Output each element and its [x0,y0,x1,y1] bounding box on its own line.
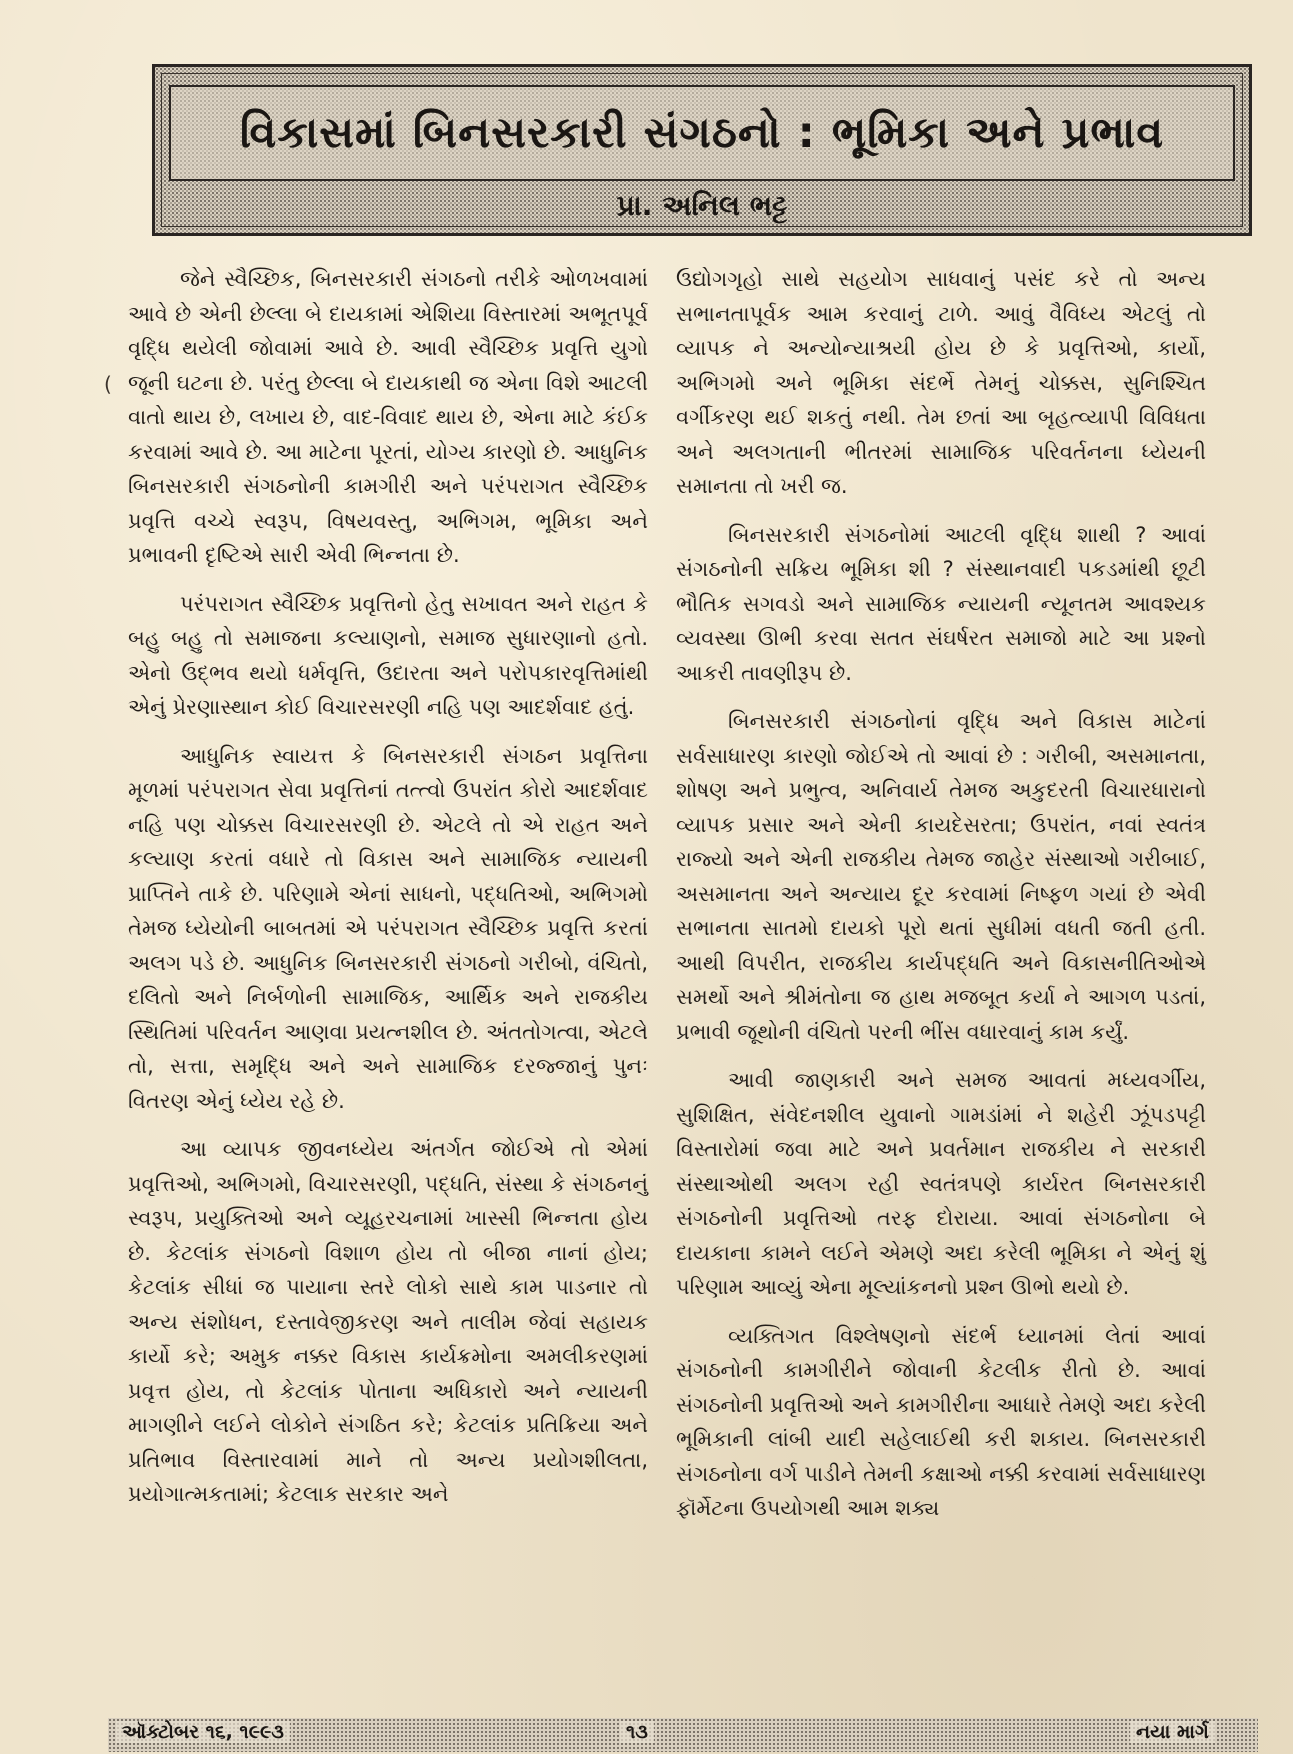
article-title: વિકાસમાં બિનસરકારી સંગઠનો : ભૂમિકા અને પ્રભાવ [239,108,1165,158]
left-column [128,262,648,1526]
margin-mark: ( [104,372,112,396]
page-number: ૧૩ [620,1721,654,1743]
paragraph: જેને સ્વૈચ્છિક, બિનસરકારી સંગઠનો તરીકે ઓળખવામાં આવે છે એની છેલ્લા બે દાયકામાં એશિયા વિસ્તારમાં અભૂતપૂર્વ વૃદ્ધિ થયેલી જોવામાં આવે છે. આવી સ્વૈચ્છિક પ્રવૃત્તિ યુગો જૂની ઘટના છે. પરંતુ છેલ્લા બે દાયકાથી જ એના વિશે આટલી વાતો થાય છે, લખાય છે, વાદ-વિવાદ થાય છે, એના માટે કંઈક કરવામાં આવે છે. આ માટેના પૂરતાં, યોગ્ય કારણો છે. આધુનિક બિનસરકારી સંગઠનોની કામગીરી અને પરંપરાગત સ્વૈચ્છિક પ્રવૃત્તિ વચ્ચે સ્વરૂપ, વિષયવસ્તુ, અભિગમ, ભૂમિકા અને પ્રભાવની દૃષ્ટિએ સારી એવી ભિન્નતા છે. [128,267,648,567]
paragraph: આવી જાણકારી અને સમજ આવતાં મધ્યવર્ગીય, સુશિક્ષિત, સંવેદનશીલ યુવાનો ગામડાંમાં ને શહેરી ઝૂંપડપટ્ટી વિસ્તારોમાં જવા માટે અને પ્રવર્તમાન રાજકીય ને સરકારી સંસ્થાઓથી અલગ રહી સ્વતંત્રપણે કાર્યરત બિનસરકારી સંગઠનોની પ્રવૃત્તિઓ તરફ દોરાયા. આવાં સંગઠનોના બે દાયકાના કામને લઈને એમણે અદા કરેલી ભૂમિકા ને એનું શું પરિણામ આવ્યું એના મૂલ્યાંકનનો પ્રશ્ન ઊભો થયો છે. [676,1068,1206,1299]
article-author: પ્રા. અનિલ ભટ્ટ [616,189,788,222]
title-box [152,64,1252,236]
paragraph: ઉદ્યોગગૃહો સાથે સહયોગ સાધવાનું પસંદ કરે તો અન્ય સભાનતાપૂર્વક આમ કરવાનું ટાળે. આવું વૈવિધ્ય એટલું તો વ્યાપક ને અન્યોન્યાશ્રયી હોય છે કે પ્રવૃત્તિઓ, કાર્યો, અભિગમો અને ભૂમિકા સંદર્ભે તેમનું ચોક્કસ, સુનિશ્ચિત વર્ગીકરણ થઈ શકતું નથી. તેમ છતાં આ બૃહત્વ્યાપી વિવિધતા અને અલગતાની ભીતરમાં સામાજિક પરિવર્તનના ધ્યેયની સમાનતા તો ખરી જ. [676,267,1206,498]
paragraph: બિનસરકારી સંગઠનોમાં આટલી વૃદ્ધિ શાથી ? આવાં સંગઠનોની સક્રિય ભૂમિકા શી ? સંસ્થાનવાદી પકડમાંથી છૂટી ભૌતિક સગવડો અને સામાજિક ન્યાયની ન્યૂનતમ આવશ્યક વ્યવસ્થા ઊભી કરવા સતત સંઘર્ષરત સમાજો માટે આ પ્રશ્નો આકરી તાવણીરૂપ છે. [676,522,1206,685]
right-column [676,262,1206,1540]
paragraph: વ્યક્તિગત વિશ્લેષણનો સંદર્ભ ધ્યાનમાં લેતાં આવાં સંગઠનોની કામગીરીને જોવાની કેટલીક રીતો છે. આવાં સંગઠનોની પ્રવૃત્તિઓ અને કામગીરીના આધારે તેમણે અદા કરેલી ભૂમિકાની લાંબી યાદી સહેલાઈથી કરી શકાય. બિનસરકારી સંગઠનોના વર્ગ પાડીને તેમની કક્ષાઓ નક્કી કરવામાં સર્વસાધારણ ફૉર્મેટના ઉપયોગથી આમ શક્ય [676,1323,1206,1520]
title-plate [169,85,1235,181]
journal-name: નયા માર્ગ [1130,1721,1215,1743]
paragraph: આ વ્યાપક જીવનધ્યેય અંતર્ગત જોઈએ તો એમાં પ્રવૃત્તિઓ, અભિગમો, વિચારસરણી, પદ્ધતિ, સંસ્થા કે સંગઠનનું સ્વરૂપ, પ્રયુક્તિઓ અને વ્યૂહરચનામાં ખાસ્સી ભિન્નતા હોય છે. કેટલાંક સંગઠનો વિશાળ હોય તો બીજા નાનાં હોય; કેટલાંક સીધાં જ પાયાના સ્તરે લોકો સાથે કામ પાડનાર તો અન્ય સંશોધન, દસ્તાવેજીકરણ અને તાલીમ જેવાં સહાયક કાર્યો કરે; અમુક નક્કર વિકાસ કાર્યક્રમોના અમલીકરણમાં પ્રવૃત્ત હોય, તો કેટલાંક પોતાના અધિકારો અને ન્યાયની માગણીને લઈને લોકોને સંગઠિત કરે; કેટલાંક પ્રતિક્રિયા અને પ્રતિભાવ વિસ્તારવામાં માને તો અન્ય પ્રયોગશીલતા, પ્રયોગાત્મકતામાં; કેટલાક સરકાર અને [128,1137,648,1506]
paragraph: પરંપરાગત સ્વૈચ્છિક પ્રવૃત્તિનો હેતુ સખાવત અને રાહત કે બહુ બહુ તો સમાજના કલ્યાણનો, સમાજ સુધારણાનો હતો. એનો ઉદ્ભવ થયો ધર્મવૃત્તિ, ઉદારતા અને પરોપકારવૃત્તિમાંથી એનું પ્રેરણાસ્થાન કોઈ વિચારસરણી નહિ પણ આદર્શવાદ હતું. [128,591,648,719]
paragraph: આધુનિક સ્વાયત્ત કે બિનસરકારી સંગઠન પ્રવૃત્તિના મૂળમાં પરંપરાગત સેવા પ્રવૃત્તિનાં તત્ત્વો ઉપરાંત કોરો આદર્શવાદ નહિ પણ ચોક્કસ વિચારસરણી છે. એટલે તો એ રાહત અને કલ્યાણ કરતાં વધારે તો વિકાસ અને સામાજિક ન્યાયની પ્રાપ્તિને તાકે છે. પરિણામે એનાં સાધનો, પદ્ધતિઓ, અભિગમો તેમજ ધ્યેયોની બાબતમાં એ પરંપરાગત સ્વૈચ્છિક પ્રવૃત્તિ કરતાં અલગ પડે છે. આધુનિક બિનસરકારી સંગઠનો ગરીબો, વંચિતો, દલિતો અને નિર્બળોની સામાજિક, આર્થિક અને રાજકીય સ્થિતિમાં પરિવર્તન આણવા પ્રયત્નશીલ છે. અંતતોગત્વા, એટલે તો, સત્તા, સમૃદ્ધિ અને અને સામાજિક દરજ્જાનું પુનઃ વિતરણ એનું ધ્યેય રહે છે. [128,743,648,1113]
footer-date: ઑક્ટોબર ૧૬, ૧૯૯૩ [116,1721,290,1743]
paragraph: બિનસરકારી સંગઠનોનાં વૃદ્ધિ અને વિકાસ માટેનાં સર્વસાધારણ કારણો જોઈએ તો આવાં છે : ગરીબી, અસમાનતા, શોષણ અને પ્રભુત્વ, અનિવાર્ય તેમજ અકુદરતી વિચારધારાનો વ્યાપક પ્રસાર અને એની કાયદેસરતા; ઉપરાંત, નવાં સ્વતંત્ર રાજ્યો અને એની રાજકીય તેમજ જાહેર સંસ્થાઓ ગરીબાઈ, અસમાનતા અને અન્યાય દૂર કરવામાં નિષ્ફળ ગયાં છે એવી સભાનતા સાતમો દાયકો પૂરો થતાં સુધીમાં વધતી જતી હતી. આથી વિપરીત, રાજકીય કાર્યપદ્ધતિ અને વિકાસનીતિઓએ સમર્થો અને શ્રીમંતોના જ હાથ મજબૂત કર્યા ને આગળ પડતાં, પ્રભાવી જૂથોની વંચિતો પરની ભીંસ વધારવાનું કામ કર્યું. [676,709,1206,1044]
